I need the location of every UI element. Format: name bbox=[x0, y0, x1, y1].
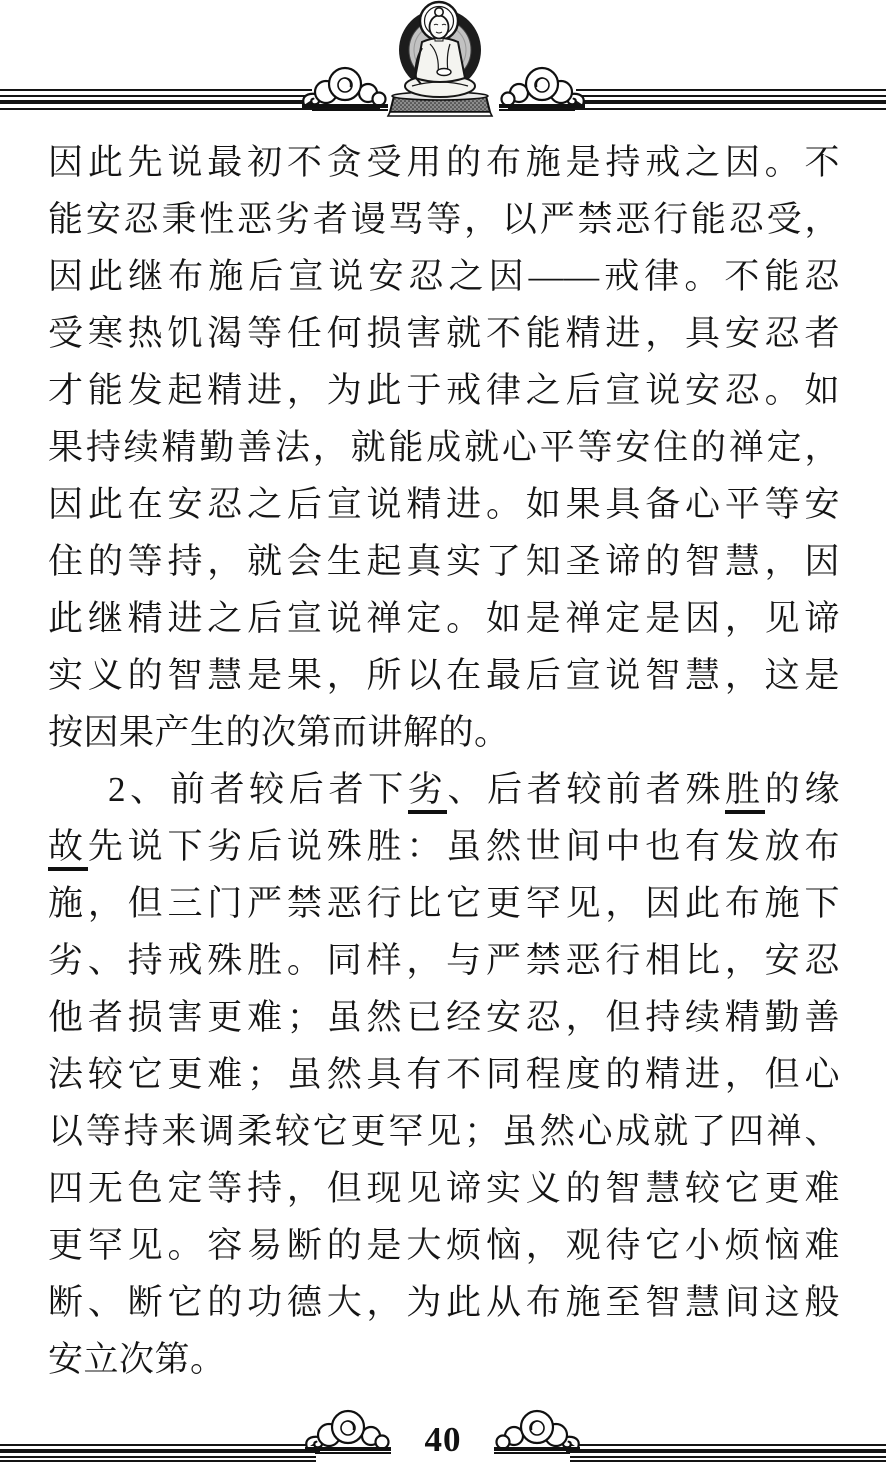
text-line bbox=[48, 1160, 840, 1217]
text-line bbox=[48, 419, 840, 476]
text-line bbox=[48, 533, 840, 590]
text-line bbox=[48, 1331, 840, 1388]
text-line bbox=[48, 761, 840, 818]
text-segment: 因此在安忍之后宣说精进。如果具备心平等安 bbox=[48, 485, 840, 524]
text-segment: 果持续精勤善法，就能成就心平等安住的禅定， bbox=[48, 428, 840, 467]
top-rule-left-1 bbox=[0, 89, 312, 91]
text-line bbox=[48, 248, 840, 305]
underlined-char: 胜 bbox=[725, 770, 765, 814]
text-segment: 2、前者较后者下 bbox=[108, 770, 408, 809]
text-segment: 更罕见。容易断的是大烦恼，观待它小烦恼难 bbox=[48, 1226, 840, 1265]
text-line bbox=[48, 818, 840, 875]
text-line bbox=[48, 476, 840, 533]
text-segment: 按因果产生的次第而讲解的。 bbox=[48, 713, 510, 752]
page-number: 40 bbox=[424, 1420, 462, 1459]
text-segment: 因此继布施后宣说安忍之因——戒律。不能忍 bbox=[48, 257, 840, 296]
text-line bbox=[48, 362, 840, 419]
top-rule-left-3 bbox=[0, 100, 314, 104]
text-segment: 的缘 bbox=[764, 770, 840, 809]
text-segment: 断、断它的功德大，为此从布施至智慧间这般 bbox=[48, 1283, 840, 1322]
underlined-char: 故 bbox=[48, 827, 88, 871]
underlined-char: 劣 bbox=[408, 770, 448, 814]
text-segment: 他者损害更难；虽然已经安忍，但持续精勤善 bbox=[48, 998, 840, 1037]
text-segment: 此继精进之后宣说禅定。如是禅定是因，见谛 bbox=[48, 599, 840, 638]
text-segment: 因此先说最初不贪受用的布施是持戒之因。不 bbox=[48, 143, 840, 182]
text-segment: 以等持来调柔较它更罕见；虽然心成就了四禅、 bbox=[48, 1112, 840, 1151]
text-segment: 安立次第。 bbox=[48, 1340, 226, 1379]
text-line bbox=[48, 932, 840, 989]
text-line bbox=[48, 134, 840, 191]
text-line bbox=[48, 1103, 840, 1160]
text-line bbox=[48, 875, 840, 932]
text-segment: 施，但三门严禁恶行比它更罕见，因此布施下 bbox=[48, 884, 840, 923]
text-line bbox=[48, 590, 840, 647]
text-segment: 实义的智慧是果，所以在最后宣说智慧，这是 bbox=[48, 656, 840, 695]
top-rule-right-2 bbox=[576, 95, 886, 97]
text-line bbox=[48, 647, 840, 704]
text-segment: 四无色定等持，但现见谛实义的智慧较它更难 bbox=[48, 1169, 840, 1208]
buddha-illustration bbox=[352, 0, 532, 118]
text-segment: 先说下劣后说殊胜：虽然世间中也有发放布 bbox=[87, 827, 840, 866]
text-block bbox=[48, 134, 840, 1388]
text-line bbox=[48, 989, 840, 1046]
top-rule-left-2 bbox=[0, 95, 312, 97]
text-segment: 、后者较前者殊 bbox=[447, 770, 726, 809]
bottom-rule-left-4 bbox=[0, 1460, 316, 1462]
text-line bbox=[48, 704, 840, 761]
text-segment: 受寒热饥渴等任何损害就不能精进，具安忍者 bbox=[48, 314, 840, 353]
text-segment: 能安忍秉性恶劣者谩骂等，以严禁恶行能忍受， bbox=[48, 200, 840, 239]
text-line bbox=[48, 1217, 840, 1274]
top-rule-right-1 bbox=[576, 89, 886, 91]
text-line bbox=[48, 191, 840, 248]
text-segment: 法较它更难；虽然具有不同程度的精进，但心 bbox=[48, 1055, 840, 1094]
text-segment: 劣、持戒殊胜。同样，与严禁恶行相比，安忍 bbox=[48, 941, 840, 980]
text-line bbox=[48, 1274, 840, 1331]
text-line bbox=[48, 305, 840, 362]
top-rule-right-3 bbox=[574, 100, 886, 104]
bottom-rule-right-4 bbox=[570, 1460, 886, 1462]
text-line bbox=[48, 1046, 840, 1103]
text-segment: 才能发起精进，为此于戒律之后宣说安忍。如 bbox=[48, 371, 840, 410]
text-segment: 住的等持，就会生起真实了知圣谛的智慧，因 bbox=[48, 542, 840, 581]
